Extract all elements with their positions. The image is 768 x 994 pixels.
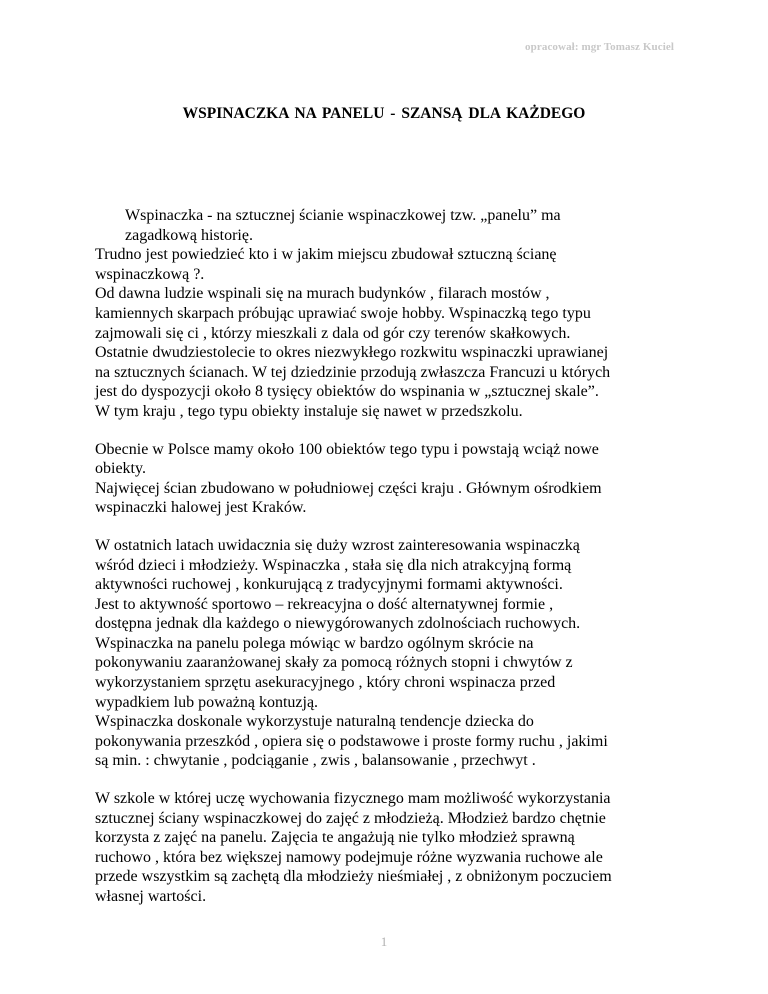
paragraph-line: zajmowali się ci , którzy mieszkali z dala od gór czy terenów skałkowych.: [95, 324, 571, 342]
paragraph-line: pokonywania przeszkód , opiera się o podstawowe i proste formy ruchu , jakimi: [95, 732, 608, 750]
paragraph-line: Ostatnie dwudziestolecie to okres niezwykłego rozkwitu wspinaczki uprawianej: [95, 344, 609, 362]
document-title: WSPINACZKA NA PANELU - SZANSĄ DLA KAŻDEGO: [182, 105, 586, 122]
paragraph-line: W szkole w której uczę wychowania fizycznego mam możliwość wykorzystania: [95, 790, 611, 808]
paragraph-line: wykorzystaniem sprzętu asekuracyjnego , który chroni wspinacza przed: [95, 674, 556, 692]
paragraph-line: są min. : chwytanie , podciąganie , zwis , balansowanie , przechwyt .: [95, 752, 536, 770]
paragraph-line: Obecnie w Polsce mamy około 100 obiektów tego typu i powstają wciąż nowe: [95, 440, 599, 458]
paragraph-line: wspinaczkową ?.: [95, 265, 205, 283]
document-body: [95, 206, 695, 907]
paragraph-line: obiekty.: [95, 460, 146, 478]
paragraph-line: sztucznej ściany wspinaczkowej do zajęć z młodzieżą. Młodzież bardzo chętnie: [95, 809, 606, 827]
paragraph-line: Najwięcej ścian zbudowano w południowej części kraju . Głównym ośrodkiem: [95, 479, 602, 497]
paragraph-line: pokonywaniu zaaranżowanej skały za pomocą różnych stopni i chwytów z: [95, 654, 573, 672]
paragraph-line: Wspinaczka doskonale wykorzystuje naturalną tendencje dziecka do: [95, 713, 534, 731]
paragraph-line: W ostatnich latach uwidacznia się duży wzrost zainteresowania wspinaczką: [95, 536, 580, 554]
header-author: opracował: mgr Tomasz Kuciel: [525, 41, 674, 53]
paragraph-line: korzysta z zajęć na panelu. Zajęcia te angażują nie tylko młodzież sprawną: [95, 829, 575, 847]
paragraph-line: na sztucznych ścianach. W tej dziedzinie przodują zwłaszcza Francuzi u których: [95, 363, 611, 381]
paragraph-line: Trudno jest powiedzieć kto i w jakim miejscu zbudował sztuczną ścianę: [95, 246, 557, 264]
paragraph-line: Od dawna ludzie wspinali się na murach budynków , filarach mostów ,: [95, 285, 550, 303]
paragraph-intro-line: Wspinaczka - na sztucznej ścianie wspinaczkowej tzw. „panelu” ma: [125, 207, 561, 224]
paragraph-line: Jest to aktywność sportowo – rekreacyjna o dość alternatywnej formie ,: [95, 595, 554, 613]
paragraph-line: ruchowo , która bez większej namowy podejmuje różne wyzwania ruchowe ale: [95, 848, 603, 866]
paragraph-line: wypadkiem lub poważną kontuzją.: [95, 693, 319, 711]
paragraph-line: wśród dzieci i młodzieży. Wspinaczka , stała się dla nich atrakcyjną formą: [95, 556, 572, 574]
paragraph-line: Wspinaczka na panelu polega mówiąc w bardzo ogólnym skrócie na: [95, 634, 534, 652]
paragraph-line: wspinaczki halowej jest Kraków.: [95, 499, 307, 517]
paragraph-line: własnej wartości.: [95, 888, 207, 905]
paragraph-line: kamiennych skarpach próbując uprawiać swoje hobby. Wspinaczką tego typu: [95, 304, 591, 322]
paragraph-intro-line: zagadkową historię.: [125, 226, 253, 244]
page-number: 1: [380, 934, 388, 949]
paragraph-line: aktywności ruchowej , konkurującą z tradycyjnymi formami aktywności.: [95, 576, 563, 594]
paragraph-line: W tym kraju , tego typu obiekty instaluje się nawet w przedszkolu.: [95, 402, 523, 420]
paragraph-line: dostępna jednak dla każdego o niewygórowanych zdolnościach ruchowych.: [95, 615, 581, 633]
paragraph-line: jest do dyspozycji około 8 tysięcy obiektów do wspinania w „sztucznej skale”.: [95, 383, 599, 401]
paragraph-line: przede wszystkim są zachętą dla młodzieży nieśmiałej , z obniżonym poczuciem: [95, 868, 612, 886]
